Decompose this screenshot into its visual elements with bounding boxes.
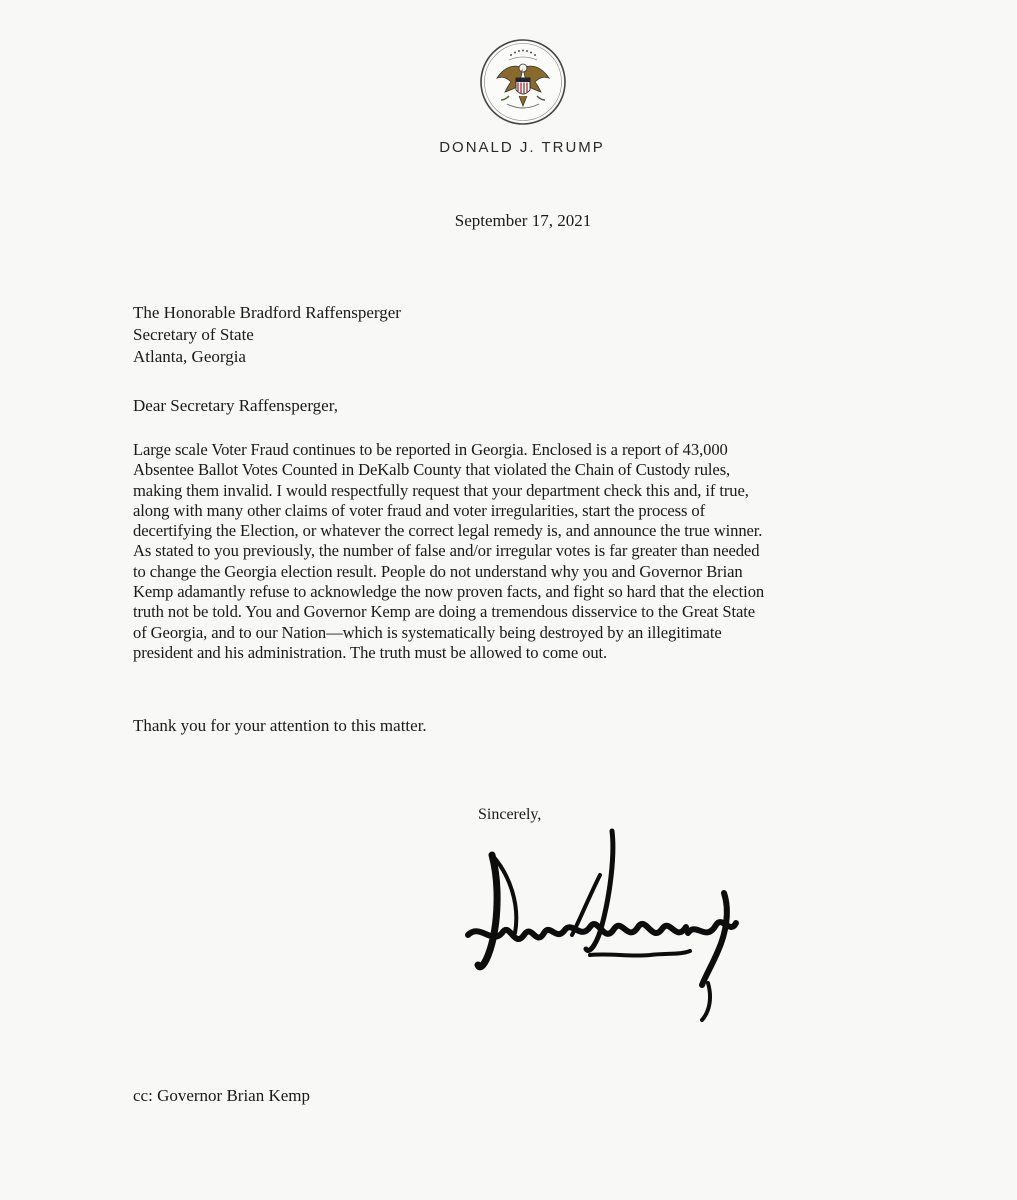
letterhead-name: DONALD J. TRUMP: [439, 139, 605, 156]
salutation: Dear Secretary Raffensperger,: [133, 396, 338, 415]
body-line: along with many other claims of voter fraud and voter irregularities, start the process of: [133, 500, 706, 520]
signature-icon: [440, 815, 760, 1030]
body-line: truth not be told. You and Governor Kemp are doing a tremendous disservice to the Great State: [133, 602, 756, 622]
closing: Sincerely,: [478, 806, 542, 823]
presidential-seal-icon: [479, 38, 567, 126]
body-line: As stated to you previously, the number of false and/or irregular votes is far greater than needed: [133, 541, 760, 561]
body-line: to change the Georgia election result. People do not understand why you and Governor Brian: [133, 561, 743, 581]
body-line: making them invalid. I would respectfully request that your department check this and, if true,: [133, 480, 749, 500]
body-line: decertifying the Election, or whatever the correct legal remedy is, and announce the true winner.: [133, 521, 763, 541]
letter-body: [133, 440, 903, 663]
body-line: Absentee Ballot Votes Counted in DeKalb County that violated the Chain of Custody rules,: [133, 460, 731, 480]
body-line: Kemp adamantly refuse to acknowledge the now proven facts, and fight so hard that the election: [133, 582, 765, 602]
letter-date: September 17, 2021: [454, 211, 592, 230]
thanks-line: Thank you for your attention to this matter.: [133, 716, 427, 735]
body-line: Large scale Voter Fraud continues to be reported in Georgia. Enclosed is a report of 43,000: [133, 440, 728, 459]
recipient-address: [133, 302, 401, 368]
body-line: president and his administration. The truth must be allowed to come out.: [133, 642, 608, 662]
recipient-location: Atlanta, Georgia: [133, 347, 246, 366]
body-line: of Georgia, and to our Nation—which is systematically being destroyed by an illegitimate: [133, 622, 722, 642]
cc-line: cc: Governor Brian Kemp: [133, 1086, 311, 1105]
recipient-title: Secretary of State: [133, 325, 254, 344]
recipient-name: The Honorable Bradford Raffensperger: [133, 303, 401, 322]
